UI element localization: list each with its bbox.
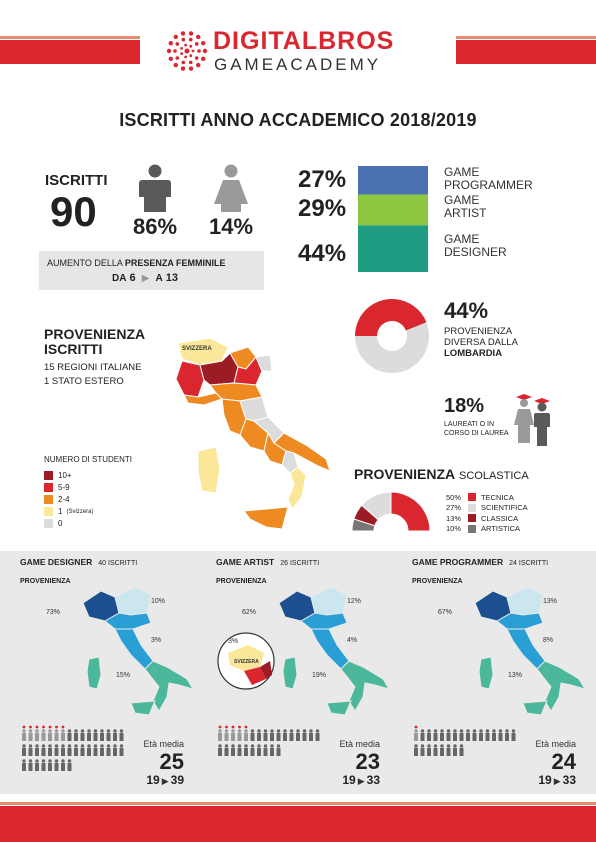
eta-label: Età media — [143, 739, 184, 749]
person-icon — [296, 729, 300, 741]
logo-dot — [184, 44, 187, 47]
legend-swatch — [44, 507, 53, 516]
logo-dot — [181, 31, 185, 35]
legend-swatch — [44, 483, 53, 492]
person-icon — [225, 726, 229, 741]
svizzera-inset — [216, 631, 276, 691]
legend-item — [44, 482, 93, 493]
from-value: 6 — [129, 272, 136, 284]
person-icon — [453, 744, 457, 756]
person-icon — [290, 729, 294, 741]
person-icon — [460, 729, 464, 741]
scolastica-slice — [391, 492, 430, 531]
person-icon — [42, 726, 46, 741]
person-icon — [61, 726, 65, 741]
legend-title: NUMERO DI STUDENTI — [44, 455, 132, 464]
header-band-left — [0, 40, 140, 64]
scolastica-pct: 27% — [446, 503, 462, 513]
course-bar-2 — [358, 225, 428, 272]
course-label-artist: GAME ARTIST — [444, 193, 487, 220]
eta-label: Età media — [535, 739, 576, 749]
scolastica-item — [446, 492, 528, 503]
course-pct-designer: 44% — [298, 240, 347, 267]
logo-dot — [196, 35, 200, 39]
panel-pct-center: 3% — [151, 637, 162, 644]
eta-min: 19 — [342, 773, 356, 787]
male-icon — [136, 164, 174, 212]
person-icon — [264, 744, 268, 756]
person-icon — [29, 726, 33, 741]
increase-bold: PRESENZA FEMMINILE — [124, 258, 226, 268]
person-icon — [120, 744, 124, 756]
person-icon — [81, 744, 85, 756]
scolastica-label: SCIENTIFICA — [481, 503, 528, 513]
person-icon — [316, 729, 320, 741]
person-icon — [264, 729, 268, 741]
person-icon — [218, 744, 222, 756]
logo-dot — [180, 52, 183, 55]
laureati-pct: 18% — [444, 395, 485, 417]
logo-dot — [173, 49, 177, 53]
person-icon — [244, 744, 248, 756]
logo-dot — [189, 66, 193, 70]
person-icon — [434, 729, 438, 741]
scolastica-swatch — [468, 514, 476, 522]
person-icon — [120, 729, 124, 741]
panel-pct-northeast: 12% — [347, 598, 362, 605]
legend-item — [44, 518, 93, 529]
iscritti-total: 90 — [50, 188, 97, 235]
person-icon — [303, 729, 307, 741]
person-icon — [251, 744, 255, 756]
to-label: A — [155, 273, 163, 284]
person-icon — [35, 726, 39, 741]
person-icon — [61, 759, 65, 771]
legend-label: 0 — [58, 519, 63, 528]
person-icon — [218, 726, 222, 741]
panel-pct-south: 15% — [116, 672, 131, 679]
person-icon — [74, 729, 78, 741]
panel-title-text: GAME PROGRAMMER — [412, 557, 504, 567]
person-icon — [460, 744, 464, 756]
person-icon — [309, 729, 313, 741]
person-icon — [447, 729, 451, 741]
svizzera-inset-pct: 3% — [228, 638, 239, 645]
person-icon — [270, 729, 274, 741]
person-icon — [479, 729, 483, 741]
person-icon — [42, 744, 46, 756]
legend-note: (Svizzera) — [66, 508, 94, 515]
person-icon — [29, 759, 33, 771]
panel-pct-center: 4% — [347, 637, 358, 644]
panel-title-text: GAME ARTIST — [216, 557, 275, 567]
scolastica-pct: 50% — [446, 492, 462, 502]
logo-dot — [174, 35, 178, 39]
logo-dot — [189, 54, 192, 57]
header-band-right — [456, 40, 596, 64]
graduates-icon — [512, 392, 554, 448]
person-icon — [434, 744, 438, 756]
iscritti-label: ISCRITTI — [45, 172, 108, 189]
legend-label: 2-4 — [58, 495, 70, 504]
logo-dot — [169, 57, 173, 61]
course-bar-1 — [358, 195, 428, 226]
person-icon — [68, 759, 72, 771]
course-panel — [216, 551, 396, 794]
course-label-programmer: GAME PROGRAMMER — [444, 165, 533, 192]
course-label-designer: GAME DESIGNER — [444, 232, 507, 259]
provenienza-summary: 15 REGIONI ITALIANE 1 STATO ESTERO — [44, 362, 142, 387]
logo-dot — [192, 50, 195, 53]
course-pct-artist: 29% — [298, 195, 347, 222]
course-bar-0 — [358, 166, 428, 195]
male-percentage: 86% — [133, 214, 178, 239]
scolastica-item — [446, 513, 528, 524]
person-icon — [238, 726, 242, 741]
person-icon — [48, 726, 52, 741]
eta-min: 19 — [146, 773, 160, 787]
person-icon — [225, 744, 229, 756]
scolastica-pct: 13% — [446, 513, 462, 523]
panel-pct-south: 13% — [508, 672, 523, 679]
scolastica-swatch — [468, 504, 476, 512]
logo-dot — [175, 56, 179, 60]
logo-dot — [197, 49, 201, 53]
person-icon — [74, 744, 78, 756]
panel-count: 26 ISCRITTI — [280, 560, 320, 567]
person-icon — [22, 726, 26, 741]
person-icon — [486, 729, 490, 741]
increase-box — [39, 251, 264, 290]
panel-title — [20, 557, 137, 567]
panel-subtitle: PROVENIENZA — [412, 578, 463, 585]
person-icon — [100, 744, 104, 756]
person-icon — [55, 726, 59, 741]
person-icon — [22, 744, 26, 756]
panel-title-text: GAME DESIGNER — [20, 557, 93, 567]
person-icon — [473, 729, 477, 741]
person-icon — [42, 759, 46, 771]
logo-dots-icon — [166, 30, 208, 72]
lombardia-pct: 44% — [444, 298, 489, 323]
female-icon — [212, 164, 250, 212]
to-value: 13 — [165, 272, 179, 284]
eta-value: 25 — [159, 749, 184, 774]
person-icon — [440, 744, 444, 756]
panel-pct-northwest: 62% — [242, 609, 257, 616]
logo-dot — [195, 42, 199, 46]
person-icon — [466, 729, 470, 741]
person-icon — [231, 726, 235, 741]
person-icon — [48, 759, 52, 771]
person-icon — [414, 744, 418, 756]
legend-label: 1 — [58, 507, 63, 516]
legend — [44, 470, 93, 530]
person-icon — [22, 759, 26, 771]
person-icon — [231, 744, 235, 756]
eta-max: 33 — [562, 773, 576, 787]
person-icon — [94, 729, 98, 741]
scolastica-pct: 10% — [446, 524, 462, 534]
eta-range — [146, 773, 184, 787]
person-icon — [113, 744, 117, 756]
person-icon — [512, 729, 516, 741]
person-icon — [427, 729, 431, 741]
logo-dot — [181, 66, 185, 70]
legend-swatch — [44, 519, 53, 528]
logo-dot — [184, 55, 187, 58]
person-icon — [29, 744, 33, 756]
person-icon — [427, 744, 431, 756]
legend-swatch — [44, 495, 53, 504]
logo-dot — [181, 38, 185, 42]
footer-band — [0, 806, 596, 842]
logo-dot — [189, 31, 193, 35]
person-icon — [68, 729, 72, 741]
map-svizzera-label: SVIZZERA — [182, 346, 212, 352]
people-pictogram — [20, 725, 130, 775]
logo-dot — [189, 61, 193, 65]
panel-pct-center: 8% — [543, 637, 554, 644]
scolastica-label: TECNICA — [481, 492, 514, 502]
scolastica-title: PROVENIENZA SCOLASTICA — [354, 466, 529, 482]
person-icon — [277, 744, 281, 756]
eta-label: Età media — [339, 739, 380, 749]
panel-count: 24 ISCRITTI — [509, 560, 549, 567]
panel-subtitle: PROVENIENZA — [20, 578, 71, 585]
person-icon — [277, 729, 281, 741]
brand-name: DIGITALBROS — [213, 27, 395, 55]
panel-title — [216, 557, 319, 567]
person-icon — [107, 729, 111, 741]
people-pictogram — [412, 725, 522, 775]
person-icon — [48, 744, 52, 756]
course-panel — [20, 551, 200, 794]
logo-dot — [189, 45, 192, 48]
scolastica-legend — [446, 492, 528, 534]
scolastica-swatch — [468, 493, 476, 501]
person-icon — [87, 729, 91, 741]
legend-swatch — [44, 471, 53, 480]
person-icon — [61, 744, 65, 756]
course-pct-programmer: 27% — [298, 166, 347, 193]
person-icon — [421, 744, 425, 756]
person-icon — [414, 726, 418, 741]
scolastica-half-donut — [350, 490, 432, 532]
panel-subtitle: PROVENIENZA — [216, 578, 267, 585]
panel-pct-northeast: 10% — [151, 598, 166, 605]
logo-dot — [174, 63, 178, 67]
person-icon — [270, 744, 274, 756]
person-icon — [94, 744, 98, 756]
person-icon — [447, 744, 451, 756]
italy-map — [170, 335, 355, 540]
range-arrow-icon: ▶ — [357, 776, 365, 786]
eta-value: 23 — [355, 749, 380, 774]
person-icon — [238, 744, 242, 756]
scolastica-item — [446, 524, 528, 535]
courses-stacked-bar — [358, 166, 428, 272]
logo-dot — [181, 61, 185, 65]
legend-item — [44, 494, 93, 505]
arrow-icon: ▶ — [141, 273, 150, 284]
panel-count: 40 ISCRITTI — [98, 560, 138, 567]
person-icon — [35, 759, 39, 771]
person-icon — [492, 729, 496, 741]
female-percentage: 14% — [209, 214, 254, 239]
person-icon — [257, 729, 261, 741]
logo-dot — [169, 41, 173, 45]
person-icon — [35, 744, 39, 756]
panel-italy-map — [271, 583, 421, 718]
logo-dot — [175, 42, 179, 46]
person-icon — [68, 744, 72, 756]
person-icon — [87, 744, 91, 756]
person-icon — [499, 729, 503, 741]
person-icon — [113, 729, 117, 741]
logo-dot — [167, 49, 171, 53]
eta-max: 33 — [366, 773, 380, 787]
brand-subtitle: GAMEACADEMY — [214, 55, 382, 74]
panel-pct-northwest: 73% — [46, 609, 61, 616]
panel-title — [412, 557, 548, 567]
scolastica-swatch — [468, 525, 476, 533]
legend-label: 10+ — [58, 471, 72, 480]
eta-max: 39 — [170, 773, 184, 787]
scolastica-item — [446, 503, 528, 514]
scolastica-label: ARTISTICA — [481, 524, 521, 534]
person-icon — [55, 759, 59, 771]
panel-italy-map — [75, 583, 225, 718]
provenienza-title: PROVENIENZA ISCRITTI — [44, 326, 146, 357]
person-icon — [453, 729, 457, 741]
logo-dot — [201, 41, 205, 45]
legend-label: 5-9 — [58, 483, 70, 492]
eta-value: 24 — [551, 749, 576, 774]
eta-range — [538, 773, 576, 787]
person-icon — [55, 744, 59, 756]
person-icon — [251, 729, 255, 741]
legend-item — [44, 506, 93, 517]
person-icon — [81, 729, 85, 741]
lombardia-text: PROVENIENZA DIVERSA DALLA LOMBARDIA — [444, 326, 518, 359]
panel-pct-south: 19% — [312, 672, 327, 679]
eta-min: 19 — [538, 773, 552, 787]
panel-pct-northwest: 67% — [438, 609, 453, 616]
person-icon — [421, 729, 425, 741]
lombardia-donut — [352, 296, 432, 376]
panel-italy-map — [467, 583, 596, 718]
logo-dot — [180, 47, 183, 50]
logo-dot — [189, 38, 193, 42]
svizzera-inset-label: SVIZZERA — [234, 659, 259, 665]
logo-dot — [201, 57, 205, 61]
from-label: DA — [112, 273, 127, 284]
logo-dot — [203, 49, 207, 53]
person-icon — [257, 744, 261, 756]
logo-dot — [195, 56, 199, 60]
person-icon — [244, 726, 248, 741]
legend-item — [44, 470, 93, 481]
course-panel — [412, 551, 592, 794]
person-icon — [440, 729, 444, 741]
person-icon — [107, 744, 111, 756]
laureati-text: LAUREATI O IN CORSO DI LAUREA — [444, 421, 509, 437]
person-icon — [283, 729, 287, 741]
people-pictogram — [216, 725, 326, 775]
person-icon — [100, 729, 104, 741]
person-icon — [505, 729, 509, 741]
logo-dot — [196, 63, 200, 67]
panel-pct-northeast: 13% — [543, 598, 558, 605]
logo-dot — [185, 49, 190, 54]
increase-label: AUMENTO DELLA — [47, 258, 123, 268]
range-arrow-icon: ▶ — [553, 776, 561, 786]
page-title: ISCRITTI ANNO ACCADEMICO 2018/2019 — [119, 110, 477, 130]
eta-range — [342, 773, 380, 787]
scolastica-label: CLASSICA — [481, 513, 519, 523]
range-arrow-icon: ▶ — [161, 776, 169, 786]
